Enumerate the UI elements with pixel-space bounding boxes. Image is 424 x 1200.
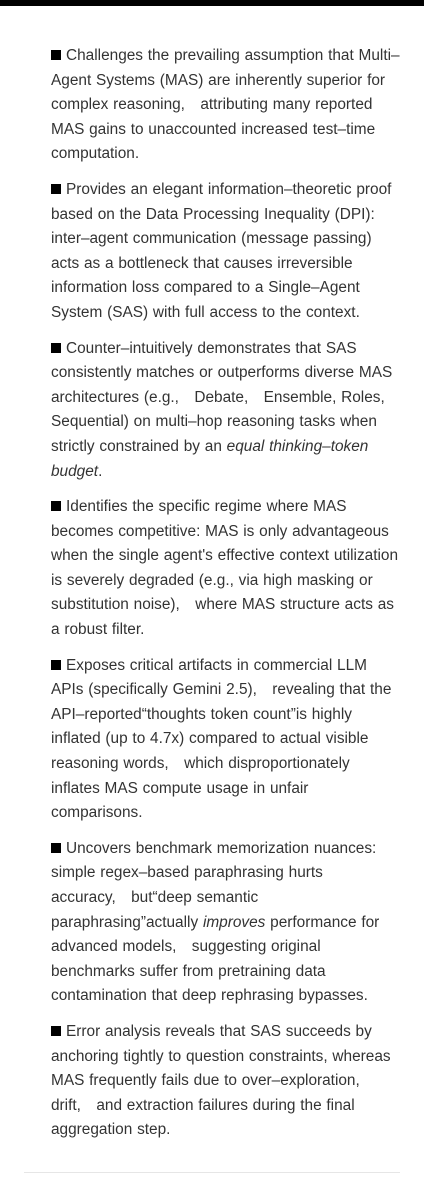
bullet-text: . (98, 462, 103, 480)
square-bullet-icon (51, 660, 61, 670)
square-bullet-icon (51, 184, 61, 194)
bullet-text: Challenges the prevailing assumption that Multi–Agent Systems (MAS) are inherently superior for complex reasoning, attributing many reported MAS gains to unaccounted increased test–time computation. (51, 47, 400, 163)
bullet-text: Provides an elegant information–theoretic proof based on the Data Processing Inequality (DPI): inter–agent communication (message passing) acts as a bottleneck that causes irreversible information loss compared to a Single–Agent System (SAS) with full access to the context. (51, 180, 392, 321)
bullet-text: Exposes critical artifacts in commercial LLM APIs (specifically Gemini 2.5), revealing that the API–reported“thoughts token count”is highly inflated (up to 4.7x) compared to actual visible reasoning words, which disproportionately inflates MAS compute usage in unfair comparisons. (51, 656, 392, 822)
bullet-list (51, 44, 403, 1154)
bullet-item (51, 1020, 403, 1143)
top-edge-bar (0, 0, 424, 6)
bullet-text: Counter–intuitively demonstrates that SAS consistently matches or outperforms diverse MAS architectures (e.g., Debate, Ensemble, Roles, Sequential) on multi–hop reasoning tasks when strictly constrained by an (51, 339, 401, 455)
bullet-item (51, 837, 403, 1009)
bullet-item (51, 178, 403, 326)
square-bullet-icon (51, 343, 61, 353)
square-bullet-icon (51, 843, 61, 853)
bottom-divider (24, 1172, 400, 1173)
bullet-item (51, 495, 403, 643)
square-bullet-icon (51, 501, 61, 511)
bullet-emphasis: improves (202, 913, 266, 931)
bullet-text: Error analysis reveals that SAS succeeds by anchoring tightly to question constraints, whereas MAS frequently fails due to over–exploration, drift, and extraction failures during the final aggregation step. (51, 1022, 391, 1139)
bullet-item (51, 654, 403, 826)
bullet-item (51, 44, 403, 167)
bullet-text: Identifies the specific regime where MAS becomes competitive: MAS is only advantageous when the single agent's effective context utilization is severely degraded (e.g., via high masking or substitution noise), where MAS structure acts as a robust filter. (51, 498, 399, 639)
bullet-text: Uncovers benchmark memorization nuances: simple regex–based paraphrasing hurts accuracy, but“deep semantic paraphrasing”actually (51, 839, 377, 931)
square-bullet-icon (51, 1026, 61, 1036)
square-bullet-icon (51, 50, 61, 60)
bullet-text: performance for advanced models, suggesting original benchmarks suffer from pretraining data contamination that deep rephrasing bypasses. (51, 913, 380, 1005)
bullet-emphasis: equal thinking–token budget (51, 437, 369, 480)
bullet-item (51, 337, 403, 485)
